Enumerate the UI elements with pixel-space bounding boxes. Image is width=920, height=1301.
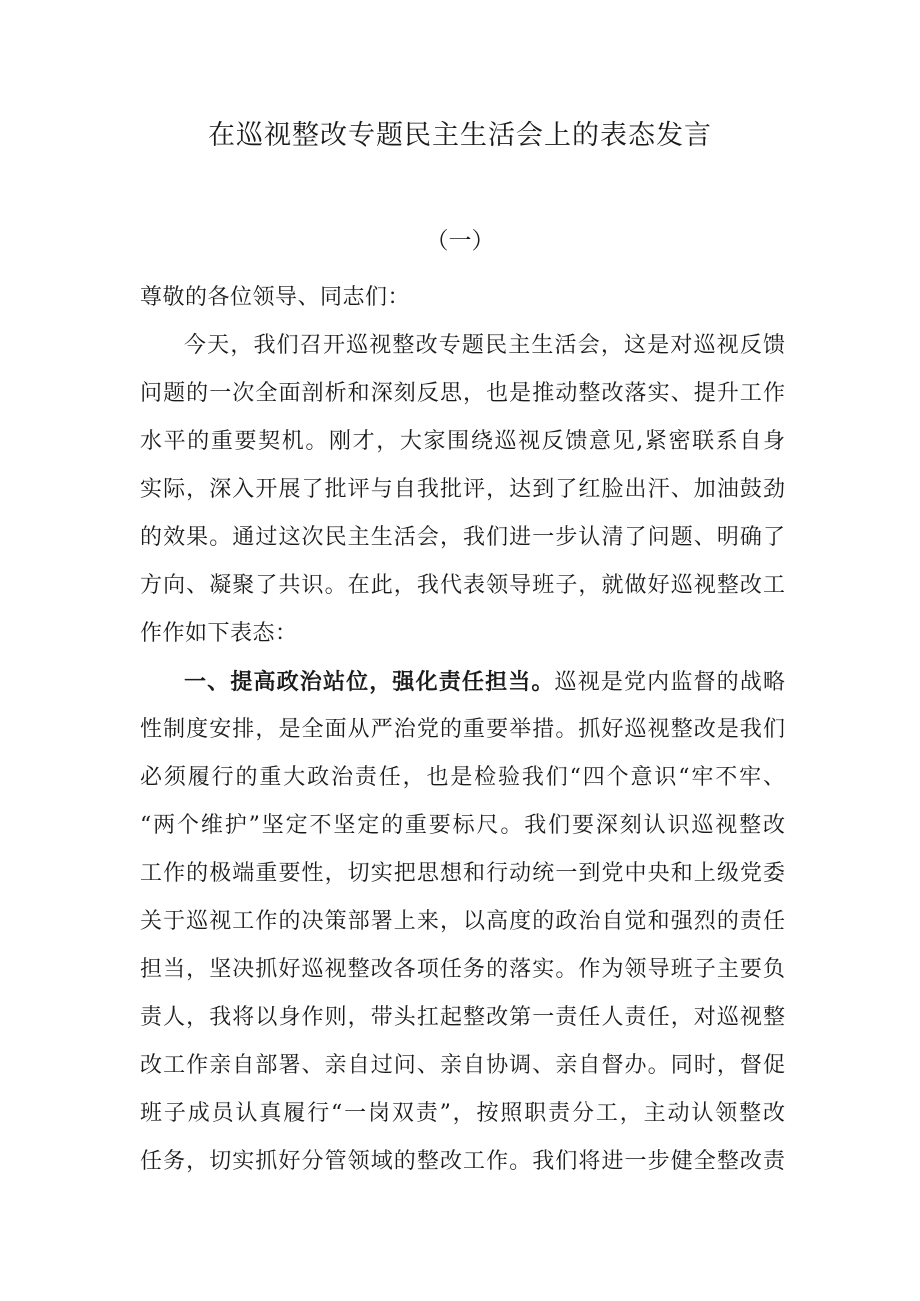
paragraph-1-line: 方向、凝聚了共识。在此，我代表领导班子，就做好巡视整改工 — [140, 573, 785, 598]
paragraph-1-line: 作作如下表态： — [140, 621, 298, 646]
salutation: 尊敬的各位领导、同志们： — [140, 285, 411, 310]
paragraph-1-line: 的效果。通过这次民主生活会，我们进一步认清了问题、明确了 — [140, 525, 785, 550]
paragraph-2-line: 任务，切实抓好分管领域的整改工作。我们将进一步健全整改责 — [140, 1149, 785, 1174]
paragraph-2-line: 担当，坚决抓好巡视整改各项任务的落实。作为领导班子主要负 — [140, 957, 785, 982]
document-title: 在巡视整改专题民主生活会上的表态发言 — [208, 120, 712, 151]
paragraph-2-line: 责人，我将以身作则，带头扛起整改第一责任人责任，对巡视整 — [140, 1005, 785, 1030]
section-marker: （一） — [425, 228, 495, 254]
section-heading: 一、提高政治站位，强化责任担当。 — [184, 669, 555, 695]
paragraph-2-line: 班子成员认真履行“一岗双责”，按照职责分工，主动认领整改 — [140, 1101, 785, 1126]
paragraph-2-text: 巡视是党内监督的战略 — [554, 670, 785, 695]
paragraph-2-line: 关于巡视工作的决策部署上来，以高度的政治自觉和强烈的责任 — [140, 909, 785, 934]
paragraph-2-line: 工作的极端重要性，切实把思想和行动统一到党中央和上级党委 — [140, 861, 785, 886]
paragraph-1-line: 水平的重要契机。刚才，大家围绕巡视反馈意见,紧密联系自身 — [140, 429, 785, 454]
document-body — [140, 274, 785, 1186]
paragraph-2-line: “两个维护”坚定不坚定的重要标尺。我们要深刻认识巡视整改 — [140, 813, 785, 838]
paragraph-2-line: 改工作亲自部署、亲自过问、亲自协调、亲自督办。同时，督促 — [140, 1053, 785, 1078]
paragraph-2-first-line — [140, 658, 785, 706]
paragraph-1-line: 问题的一次全面剖析和深刻反思，也是推动整改落实、提升工作 — [140, 381, 785, 406]
paragraph-2-line: 性制度安排，是全面从严治党的重要举措。抓好巡视整改是我们 — [140, 717, 785, 742]
paragraph-2-line: 必须履行的重大政治责任，也是检验我们“四个意识“牢不牢、 — [140, 765, 785, 790]
paragraph-1-line: 今天，我们召开巡视整改专题民主生活会，这是对巡视反馈 — [184, 333, 785, 358]
paragraph-1-line: 实际，深入开展了批评与自我批评，达到了红脸出汗、加油鼓劲 — [140, 477, 785, 502]
